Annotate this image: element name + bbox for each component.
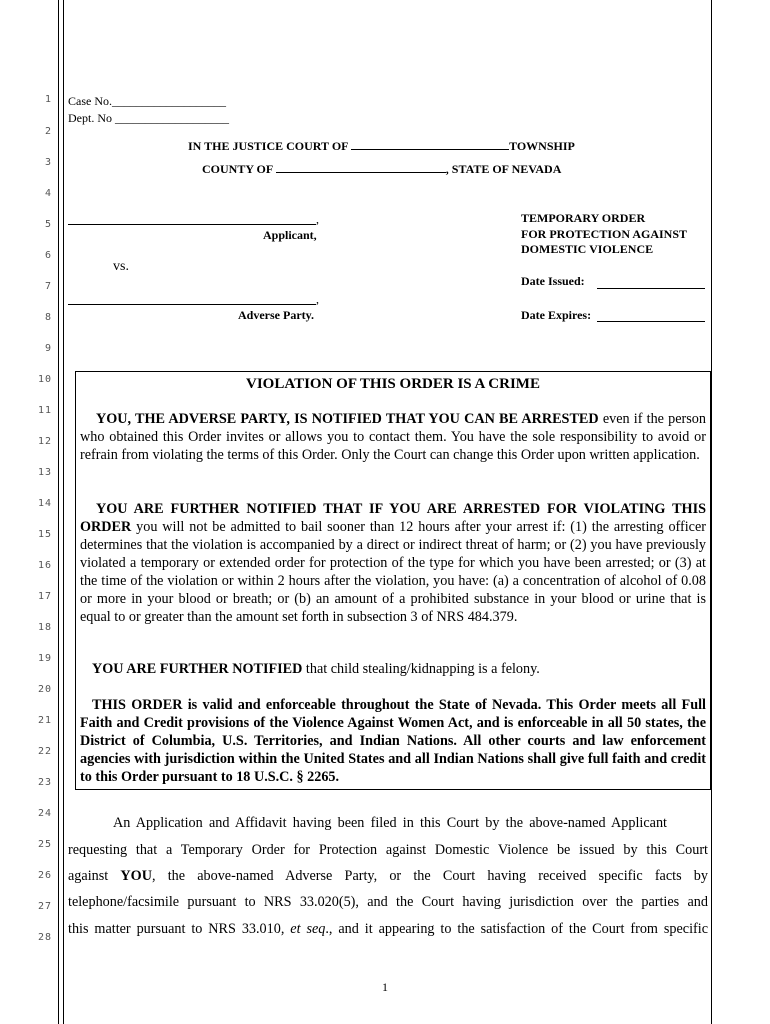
date-expires-label: Date Expires: bbox=[521, 308, 592, 322]
order-title-line3: DOMESTIC VIOLENCE bbox=[521, 242, 654, 256]
line-number: 6 bbox=[44, 250, 52, 261]
warning-p1-bold: YOU, THE ADVERSE PARTY, IS NOTIFIED THAT YOU CAN BE ARRESTED bbox=[96, 411, 599, 427]
body-line-3-c: , the above-named Adverse Party, or the Court having received specific facts by bbox=[151, 868, 708, 884]
line-number: 4 bbox=[44, 188, 52, 199]
adverse-party-label: Adverse Party. bbox=[238, 308, 314, 322]
warning-paragraph-arrest bbox=[80, 410, 706, 464]
line-number: 8 bbox=[44, 312, 52, 323]
line-number: 21 bbox=[37, 715, 52, 726]
date-issued-label: Date Issued: bbox=[521, 274, 585, 288]
body-line-5 bbox=[68, 921, 708, 938]
line-number: 1 bbox=[44, 94, 52, 105]
line-number: 24 bbox=[37, 808, 52, 819]
right-margin-rule bbox=[711, 0, 712, 1024]
body-line-3-you: YOU bbox=[120, 868, 152, 884]
court-line bbox=[188, 139, 575, 154]
body-line-5-a: this matter pursuant to NRS 33.010, bbox=[68, 921, 291, 937]
court-line-prefix: IN THE JUSTICE COURT OF bbox=[188, 139, 349, 153]
warning-p3-text: that child stealing/kidnapping is a felony. bbox=[302, 661, 540, 677]
line-number: 3 bbox=[44, 157, 52, 168]
body-line-1: An Application and Affidavit having been filed in this Court by the above-named Applicant bbox=[113, 815, 667, 831]
warning-paragraph-full-faith: THIS ORDER is valid and enforceable throughout the State of Nevada. This Order meets all Full Faith and Credit provisions of the Violence Against Women Act, and is enforceable in all 50 states, the District of Columbia, U.S. Territories, and Indian Nations. All other courts and law enforcement agencies with jurisdiction within the United States and all Indian Nations shall give full faith and credit to this Order pursuant to 18 U.S.C. § 2265. bbox=[80, 697, 706, 785]
line-number: 13 bbox=[37, 467, 52, 478]
adverse-party-name-blank[interactable] bbox=[68, 304, 316, 305]
warning-p1-text: even if the person who obtained this Order invites or allows you to contact them. You have the sole responsibility to avoid or refrain from violating the terms of this Order. Only the Court can change this Order upon written application. bbox=[80, 411, 706, 463]
date-issued-blank[interactable] bbox=[597, 288, 705, 289]
body-line-3-a: against bbox=[68, 868, 121, 884]
warning-box bbox=[75, 371, 711, 790]
line-number: 12 bbox=[37, 436, 52, 447]
line-number: 14 bbox=[37, 498, 52, 509]
line-number: 18 bbox=[37, 622, 52, 633]
body-line-3 bbox=[68, 868, 708, 885]
line-number: 2 bbox=[44, 126, 52, 137]
applicant-name-blank[interactable] bbox=[68, 224, 316, 225]
line-number: 15 bbox=[37, 529, 52, 540]
versus-label: vs. bbox=[113, 259, 129, 274]
line-number: 22 bbox=[37, 746, 52, 757]
line-number: 19 bbox=[37, 653, 52, 664]
warning-p3-bold: YOU ARE FURTHER NOTIFIED bbox=[92, 661, 303, 677]
line-number: 11 bbox=[37, 405, 52, 416]
body-line-5-et-seq: et seq bbox=[290, 921, 326, 937]
date-expires-blank[interactable] bbox=[597, 321, 705, 322]
county-line bbox=[202, 162, 561, 177]
page-number: 1 bbox=[382, 980, 388, 994]
warning-paragraph-bail bbox=[80, 500, 706, 626]
warning-paragraph-kidnapping bbox=[80, 660, 706, 678]
body-line-5-c: ., and it appearing to the satisfaction of the Court from specific bbox=[325, 921, 708, 937]
line-number: 10 bbox=[37, 374, 52, 385]
line-number: 17 bbox=[37, 591, 52, 602]
line-number: 27 bbox=[37, 901, 52, 912]
township-blank[interactable] bbox=[351, 139, 509, 150]
line-number: 26 bbox=[37, 870, 52, 881]
county-prefix: COUNTY OF bbox=[202, 162, 273, 176]
applicant-comma: , bbox=[316, 212, 319, 226]
line-number: 7 bbox=[44, 281, 52, 292]
warning-title: VIOLATION OF THIS ORDER IS A CRIME bbox=[246, 376, 540, 392]
line-number: 9 bbox=[44, 343, 52, 354]
order-title-line2: FOR PROTECTION AGAINST bbox=[521, 227, 688, 241]
line-number: 28 bbox=[37, 932, 52, 943]
left-margin-rule-outer bbox=[58, 0, 59, 1024]
applicant-label: Applicant, bbox=[263, 228, 317, 242]
dept-number-field[interactable]: Dept. No ___________________ bbox=[68, 111, 229, 125]
line-number: 16 bbox=[37, 560, 52, 571]
line-number: 20 bbox=[37, 684, 52, 695]
county-blank[interactable] bbox=[276, 162, 446, 173]
warning-p2-text: you will not be admitted to bail sooner than 12 hours after your arrest if: (1) the arresting officer determines that the violation is accompanied by a direct or indirect threat of harm; or (2) you have previously violated a temporary or extended order for protection of the type for which you have been arrested; or (3) at the time of the violation or within 2 hours after the violation, you have: (a) a concentration of alcohol of 0.08 or more in your blood or breath; or (b) an amount of a prohibited substance in your blood or urine that is equal to or greater than the amount set forth in subsection 3 of NRS 484.379. bbox=[80, 519, 706, 625]
order-title-line1: TEMPORARY ORDER bbox=[521, 211, 646, 225]
warning-p2-bold: YOU ARE FURTHER NOTIFIED THAT IF YOU ARE ARRESTED FOR VIOLATING THIS ORDER bbox=[80, 501, 706, 535]
line-number: 25 bbox=[37, 839, 52, 850]
line-number: 23 bbox=[37, 777, 52, 788]
case-number-field[interactable]: Case No.___________________ bbox=[68, 94, 226, 108]
court-line-suffix: TOWNSHIP bbox=[509, 139, 575, 153]
adverse-comma: , bbox=[316, 292, 319, 306]
county-suffix: , STATE OF NEVADA bbox=[445, 162, 562, 176]
line-number: 5 bbox=[44, 219, 52, 230]
left-margin-rule-inner bbox=[63, 0, 64, 1024]
body-line-4: telephone/facsimile pursuant to NRS 33.020(5), and the Court having jurisdiction over the parties and bbox=[68, 894, 708, 910]
body-line-2: requesting that a Temporary Order for Protection against Domestic Violence be issued by this Court bbox=[68, 842, 708, 858]
